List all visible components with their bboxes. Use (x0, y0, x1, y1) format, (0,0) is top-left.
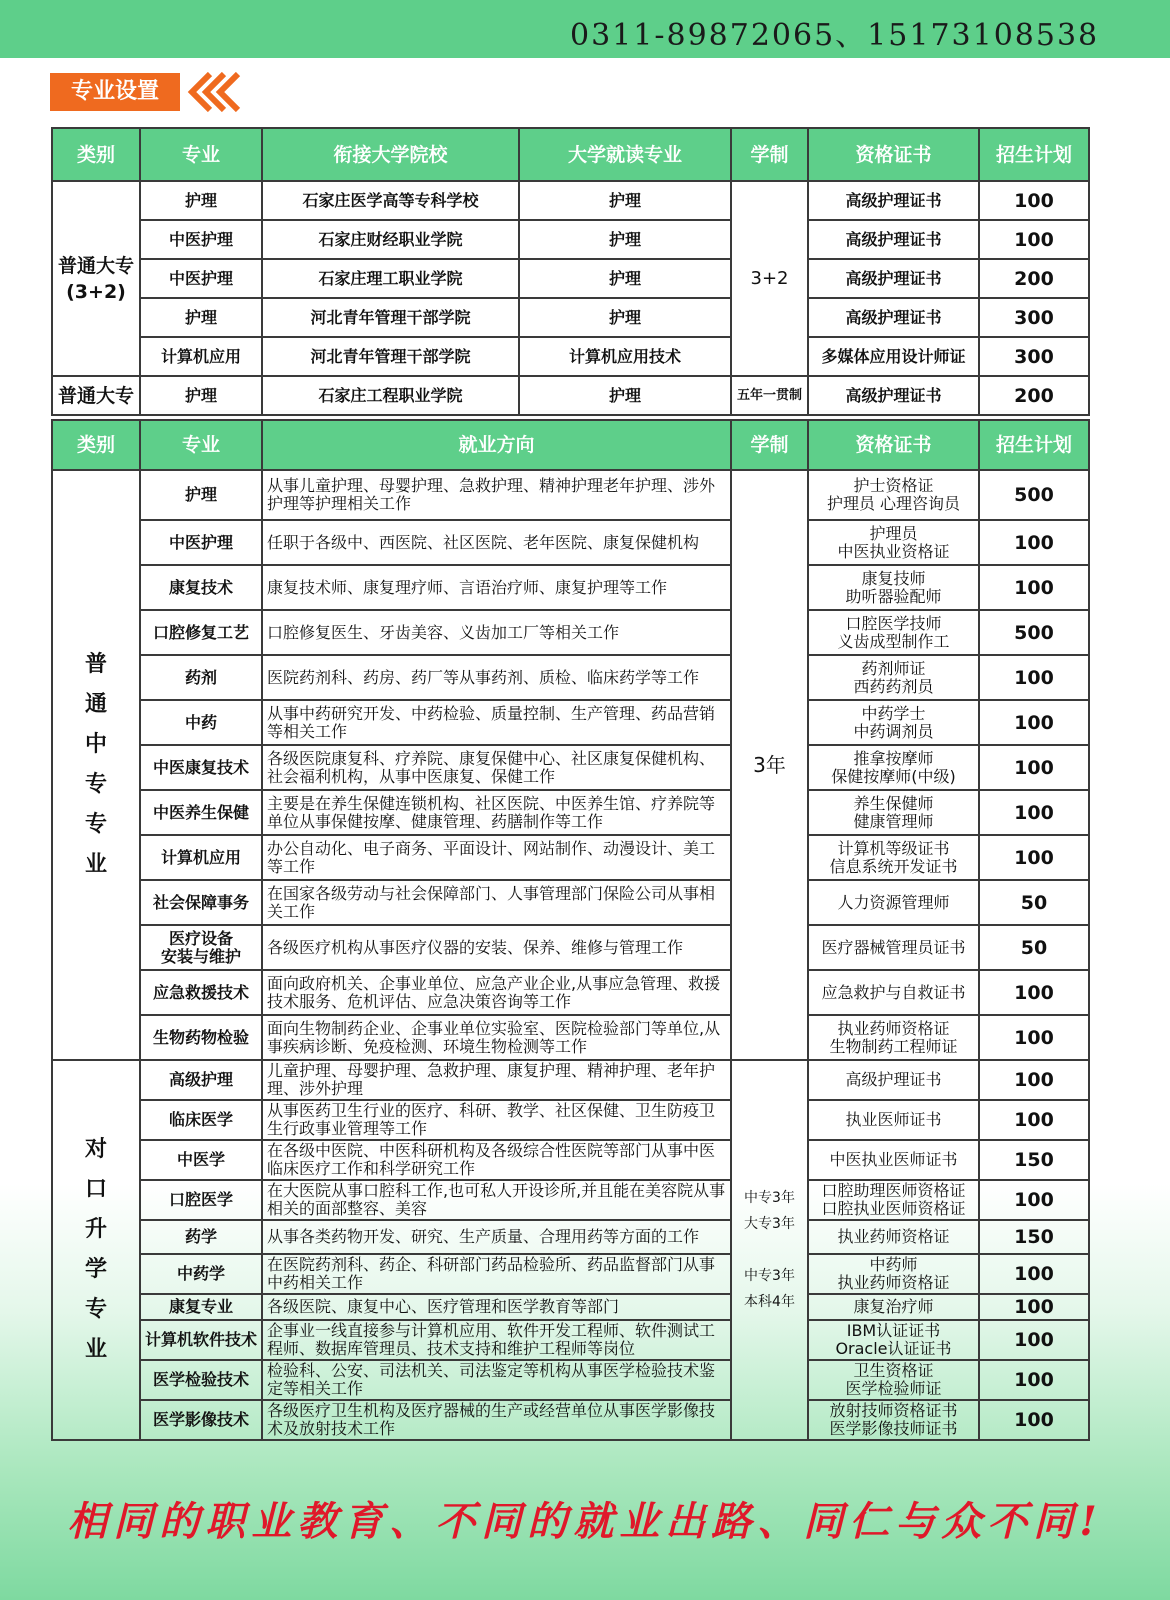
cert-cell: 推拿按摩师 保健按摩师(中级) (808, 745, 979, 790)
header-plan: 招生计划 (979, 128, 1089, 181)
major-cell: 康复技术 (140, 565, 262, 610)
plan-cell: 100 (979, 745, 1089, 790)
direction-cell: 面向政府机关、企事业单位、应急产业企业,从事应急管理、救援技术服务、危机评估、应急决策咨询等工作 (262, 970, 731, 1015)
cert-cell: 中医执业医师证书 (808, 1140, 979, 1180)
school-cell: 石家庄财经职业学院 (262, 220, 519, 259)
uni-major-cell: 护理 (519, 259, 731, 298)
direction-cell: 各级医院、康复中心、医疗管理和医学教育等部门 (262, 1294, 731, 1320)
cert-cell: 护士资格证 护理员 心理咨询员 (808, 470, 979, 520)
major-cell: 医学影像技术 (140, 1400, 262, 1440)
header-category: 类别 (52, 128, 140, 181)
plan-cell: 150 (979, 1140, 1089, 1180)
major-cell: 中医学 (140, 1140, 262, 1180)
major-cell: 计算机应用 (140, 835, 262, 880)
header-school: 衔接大学院校 (262, 128, 519, 181)
header-plan: 招生计划 (979, 420, 1089, 470)
major-cell: 中医护理 (140, 259, 262, 298)
major-cell: 康复专业 (140, 1294, 262, 1320)
plan-cell: 100 (979, 1320, 1089, 1360)
major-cell: 中医养生保健 (140, 790, 262, 835)
table-row (52, 520, 1089, 565)
plan-cell: 100 (979, 1015, 1089, 1060)
cert-cell: 高级护理证书 (808, 259, 979, 298)
plan-cell: 100 (979, 835, 1089, 880)
direction-cell: 从事各类药物开发、研究、生产质量、合理用药等方面的工作 (262, 1220, 731, 1254)
direction-cell: 从事中药研究开发、中药检验、质量控制、生产管理、药品营销等相关工作 (262, 700, 731, 745)
major-cell: 计算机软件技术 (140, 1320, 262, 1360)
header-category: 类别 (52, 420, 140, 470)
header-major: 专业 (140, 420, 262, 470)
duration-cell: 3+2 (731, 181, 808, 376)
plan-cell: 100 (979, 220, 1089, 259)
plan-cell: 100 (979, 1360, 1089, 1400)
cert-cell: 执业药师资格证 生物制药工程师证 (808, 1015, 979, 1060)
direction-cell: 儿童护理、母婴护理、急救护理、康复护理、精神护理、老年护理、涉外护理 (262, 1060, 731, 1100)
cert-cell: 高级护理证书 (808, 181, 979, 220)
major-cell: 中医康复技术 (140, 745, 262, 790)
cert-cell: 中药学士 中药调剂员 (808, 700, 979, 745)
cert-cell: 中药师 执业药师资格证 (808, 1254, 979, 1294)
chevron-arrows-icon (182, 72, 252, 112)
table-row (52, 376, 1089, 415)
table-row (52, 259, 1089, 298)
table-row (52, 1060, 1089, 1100)
major-cell: 护理 (140, 298, 262, 337)
cert-cell: 医疗器械管理员证书 (808, 925, 979, 970)
direction-cell: 检验科、公安、司法机关、司法鉴定等机构从事医学检验技术鉴定等相关工作 (262, 1360, 731, 1400)
direction-cell: 在国家各级劳动与社会保障部门、人事管理部门保险公司从事相关工作 (262, 880, 731, 925)
cert-cell: 高级护理证书 (808, 298, 979, 337)
major-cell: 药学 (140, 1220, 262, 1254)
table-row (52, 745, 1089, 790)
cert-cell: 计算机等级证书 信息系统开发证书 (808, 835, 979, 880)
uni-major-cell: 计算机应用技术 (519, 337, 731, 376)
cert-cell: 应急救护与自救证书 (808, 970, 979, 1015)
table-row (52, 1320, 1089, 1360)
plan-cell: 500 (979, 610, 1089, 655)
category-cell: 普通中专专业 (52, 470, 140, 1060)
plan-cell: 100 (979, 970, 1089, 1015)
contact-phone: 0311-89872065、15173108538 (570, 18, 1100, 53)
major-cell: 中医护理 (140, 520, 262, 565)
plan-cell: 100 (979, 181, 1089, 220)
cert-cell: 口腔助理医师资格证 口腔执业医师资格证 (808, 1180, 979, 1220)
table-row (52, 1294, 1089, 1320)
table-row (52, 1015, 1089, 1060)
cert-cell: 养生保健师 健康管理师 (808, 790, 979, 835)
cert-cell: 执业药师资格证 (808, 1220, 979, 1254)
major-cell: 护理 (140, 470, 262, 520)
table-row (52, 880, 1089, 925)
plan-cell: 300 (979, 337, 1089, 376)
direction-cell: 各级医疗机构从事医疗仪器的安装、保养、维修与管理工作 (262, 925, 731, 970)
category-cell: 普通大专 (52, 376, 140, 415)
major-cell: 高级护理 (140, 1060, 262, 1100)
cert-cell: 康复技师 助听器验配师 (808, 565, 979, 610)
major-cell: 计算机应用 (140, 337, 262, 376)
duration-cell: 五年一贯制 (731, 376, 808, 415)
plan-cell: 100 (979, 1254, 1089, 1294)
table-row (52, 1140, 1089, 1180)
major-cell: 社会保障事务 (140, 880, 262, 925)
section-title: 专业设置 (50, 73, 180, 111)
header-duration: 学制 (731, 128, 808, 181)
cert-cell: 多媒体应用设计师证 (808, 337, 979, 376)
table-row (52, 470, 1089, 520)
cert-cell: 康复治疗师 (808, 1294, 979, 1320)
plan-cell: 200 (979, 376, 1089, 415)
plan-cell: 150 (979, 1220, 1089, 1254)
plan-cell: 100 (979, 655, 1089, 700)
plan-cell: 100 (979, 790, 1089, 835)
major-cell: 应急救援技术 (140, 970, 262, 1015)
header-uni-major: 大学就读专业 (519, 128, 731, 181)
school-cell: 河北青年管理干部学院 (262, 337, 519, 376)
cert-cell: 药剂师证 西药药剂员 (808, 655, 979, 700)
school-cell: 石家庄医学高等专科学校 (262, 181, 519, 220)
plan-cell: 100 (979, 700, 1089, 745)
cert-cell: 高级护理证书 (808, 376, 979, 415)
plan-cell: 300 (979, 298, 1089, 337)
category-cell: 普通大专 (3+2) (52, 181, 140, 376)
table-row (52, 970, 1089, 1015)
cert-cell: 口腔医学技师 义齿成型制作工 (808, 610, 979, 655)
table-header-row (52, 420, 1089, 470)
plan-cell: 100 (979, 1060, 1089, 1100)
direction-cell: 医院药剂科、药房、药厂等从事药剂、质检、临床药学等工作 (262, 655, 731, 700)
major-cell: 口腔修复工艺 (140, 610, 262, 655)
table-row (52, 1220, 1089, 1254)
table-row (52, 655, 1089, 700)
cert-cell: 高级护理证书 (808, 220, 979, 259)
category-cell: 对口升学专业 (52, 1060, 140, 1440)
cert-cell: 执业医师证书 (808, 1100, 979, 1140)
uni-major-cell: 护理 (519, 220, 731, 259)
header-duration: 学制 (731, 420, 808, 470)
major-cell: 临床医学 (140, 1100, 262, 1140)
major-cell: 药剂 (140, 655, 262, 700)
plan-cell: 100 (979, 1100, 1089, 1140)
direction-cell: 在大医院从事口腔科工作,也可私人开设诊所,并且能在美容院从事相关的面部整容、美容 (262, 1180, 731, 1220)
direction-cell: 在各级中医院、中医科研机构及各级综合性医院等部门从事中医临床医疗工作和科学研究工作 (262, 1140, 731, 1180)
table-row (52, 298, 1089, 337)
direction-cell: 在医院药剂科、药企、科研部门药品检验所、药品监督部门从事中药相关工作 (262, 1254, 731, 1294)
direction-cell: 从事儿童护理、母婴护理、急救护理、精神护理老年护理、涉外护理等护理相关工作 (262, 470, 731, 520)
direction-cell: 办公自动化、电子商务、平面设计、网站制作、动漫设计、美工等工作 (262, 835, 731, 880)
uni-major-cell: 护理 (519, 298, 731, 337)
direction-cell: 面向生物制药企业、企事业单位实验室、医院检验部门等单位,从事疾病诊断、免疫检测、环境生物检测等工作 (262, 1015, 731, 1060)
uni-major-cell: 护理 (519, 376, 731, 415)
major-cell: 医疗设备 安装与维护 (140, 925, 262, 970)
direction-cell: 企事业一线直接参与计算机应用、软件开发工程师、软件测试工程师、数据库管理员、技术支持和维护工程师等岗位 (262, 1320, 731, 1360)
cert-cell: 放射技师资格证书 医学影像技师证书 (808, 1400, 979, 1440)
cert-cell: IBM认证证书 Oracle认证证书 (808, 1320, 979, 1360)
table-row (52, 790, 1089, 835)
table-row (52, 565, 1089, 610)
duration-cell: 3年 (731, 470, 808, 1060)
direction-cell: 主要是在养生保健连锁机构、社区医院、中医养生馆、疗养院等单位从事保健按摩、健康管理、药膳制作等工作 (262, 790, 731, 835)
table-header-row (52, 128, 1089, 181)
table-row (52, 1400, 1089, 1440)
table-row (52, 181, 1089, 220)
cert-cell: 护理员 中医执业资格证 (808, 520, 979, 565)
major-cell: 中药 (140, 700, 262, 745)
major-cell: 医学检验技术 (140, 1360, 262, 1400)
direction-cell: 任职于各级中、西医院、社区医院、老年医院、康复保健机构 (262, 520, 731, 565)
plan-cell: 100 (979, 520, 1089, 565)
table-row (52, 925, 1089, 970)
header-direction: 就业方向 (262, 420, 731, 470)
table-row (52, 337, 1089, 376)
major-cell: 生物药物检验 (140, 1015, 262, 1060)
plan-cell: 100 (979, 565, 1089, 610)
duration-cell: 中专3年 大专3年 中专3年 本科4年 (731, 1060, 808, 1440)
table-row (52, 1180, 1089, 1220)
major-cell: 护理 (140, 181, 262, 220)
college-table (51, 127, 1090, 416)
top-banner (0, 0, 1170, 58)
header-major: 专业 (140, 128, 262, 181)
uni-major-cell: 护理 (519, 181, 731, 220)
plan-cell: 100 (979, 1180, 1089, 1220)
plan-cell: 200 (979, 259, 1089, 298)
plan-cell: 50 (979, 925, 1089, 970)
school-cell: 石家庄工程职业学院 (262, 376, 519, 415)
table-row (52, 835, 1089, 880)
direction-cell: 口腔修复医生、牙齿美容、义齿加工厂等相关工作 (262, 610, 731, 655)
plan-cell: 100 (979, 1400, 1089, 1440)
table-row (52, 1254, 1089, 1294)
plan-cell: 100 (979, 1294, 1089, 1320)
plan-cell: 50 (979, 880, 1089, 925)
direction-cell: 各级医院康复科、疗养院、康复保健中心、社区康复保健机构、社会福利机构，从事中医康复、保健工作 (262, 745, 731, 790)
major-cell: 中药学 (140, 1254, 262, 1294)
header-cert: 资格证书 (808, 128, 979, 181)
direction-cell: 从事医药卫生行业的医疗、科研、教学、社区保健、卫生防疫卫生行政事业管理等工作 (262, 1100, 731, 1140)
table-row (52, 1100, 1089, 1140)
cert-cell: 人力资源管理师 (808, 880, 979, 925)
slogan: 相同的职业教育、不同的就业出路、同仁与众不同! (67, 1498, 1103, 1545)
school-cell: 河北青年管理干部学院 (262, 298, 519, 337)
direction-cell: 各级医疗卫生机构及医疗器械的生产或经营单位从事医学影像技术及放射技术工作 (262, 1400, 731, 1440)
major-cell: 中医护理 (140, 220, 262, 259)
direction-cell: 康复技术师、康复理疗师、言语治疗师、康复护理等工作 (262, 565, 731, 610)
career-table (51, 419, 1090, 1441)
table-row (52, 610, 1089, 655)
school-cell: 石家庄理工职业学院 (262, 259, 519, 298)
table-row (52, 1360, 1089, 1400)
table-row (52, 700, 1089, 745)
major-cell: 口腔医学 (140, 1180, 262, 1220)
table-row (52, 220, 1089, 259)
major-cell: 护理 (140, 376, 262, 415)
header-cert: 资格证书 (808, 420, 979, 470)
plan-cell: 500 (979, 470, 1089, 520)
cert-cell: 高级护理证书 (808, 1060, 979, 1100)
cert-cell: 卫生资格证 医学检验师证 (808, 1360, 979, 1400)
